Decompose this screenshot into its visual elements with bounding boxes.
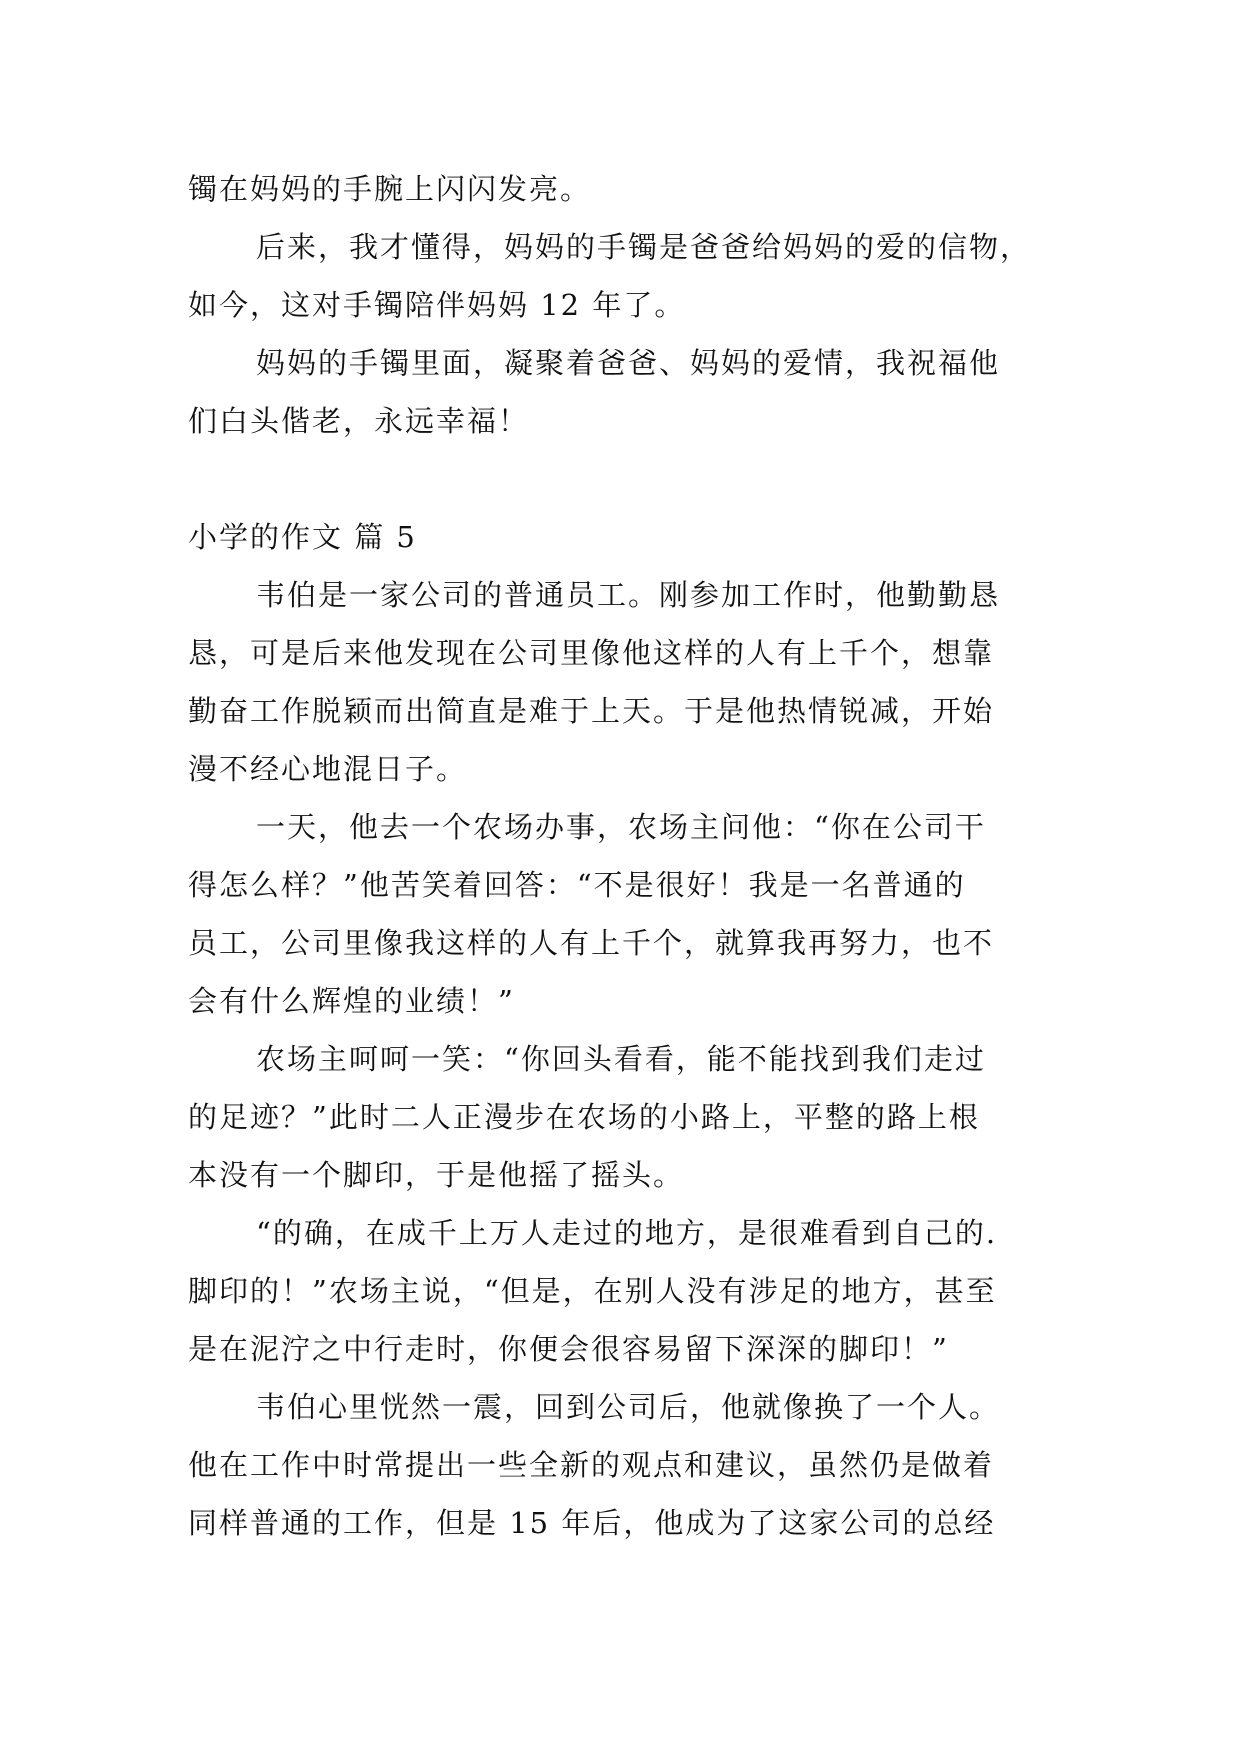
paragraph xyxy=(188,1378,1068,1552)
paragraph xyxy=(188,334,1068,450)
paragraph xyxy=(188,160,1068,218)
section-title: 小学的作文 篇 5 xyxy=(188,520,417,554)
text-line: 后来，我才懂得，妈妈的手镯是爸爸给妈妈的爱的信物， xyxy=(256,230,1032,264)
paragraph xyxy=(188,1030,1068,1204)
text-line: 同样普通的工作，但是 15 年后，他成为了这家公司的总经 xyxy=(188,1506,996,1540)
paragraph xyxy=(188,1204,1068,1378)
text-line: 会有什么辉煌的业绩！” xyxy=(188,984,515,1018)
text-line: 本没有一个脚印，于是他摇了摇头。 xyxy=(188,1158,685,1192)
text-line: 漫不经心地混日子。 xyxy=(188,752,468,786)
paragraph xyxy=(188,218,1068,334)
document-body xyxy=(188,160,1068,1552)
text-line: 镯在妈妈的手腕上闪闪发亮。 xyxy=(188,172,592,206)
text-line: 脚印的！”农场主说，“但是，在别人没有涉足的地方，甚至 xyxy=(188,1274,997,1308)
text-line: 勤奋工作脱颖而出简直是难于上天。于是他热情锐减，开始 xyxy=(188,694,995,728)
text-line: 韦伯是一家公司的普通员工。刚参加工作时，他勤勤恳 xyxy=(256,578,1001,612)
text-line: 韦伯心里恍然一震，回到公司后，他就像换了一个人。 xyxy=(256,1390,1001,1424)
text-line: 得怎么样？”他苦笑着回答：“不是很好！我是一名普通的 xyxy=(188,868,966,902)
text-line: 农场主呵呵一笑：“你回头看看，能不能找到我们走过 xyxy=(256,1042,986,1076)
text-line: 他在工作中时常提出一些全新的观点和建议，虽然仍是做着 xyxy=(188,1448,995,1482)
paragraph-spacer xyxy=(188,450,1068,508)
text-line: 一天，他去一个农场办事，农场主问他：“你在公司干 xyxy=(256,810,986,844)
text-line: 如今，这对手镯陪伴妈妈 12 年了。 xyxy=(188,288,686,322)
paragraph xyxy=(188,798,1068,1030)
text-line: 员工，公司里像我这样的人有上千个，就算我再努力，也不 xyxy=(188,926,995,960)
text-line: 妈妈的手镯里面，凝聚着爸爸、妈妈的爱情，我祝福他 xyxy=(256,346,1001,380)
text-line: 是在泥泞之中行走时，你便会很容易留下深深的脚印！” xyxy=(188,1332,949,1366)
text-line: 的足迹？”此时二人正漫步在农场的小路上，平整的路上根 xyxy=(188,1100,980,1134)
paragraph xyxy=(188,566,1068,798)
text-line: 恳，可是后来他发现在公司里像他这样的人有上千个，想靠 xyxy=(188,636,995,670)
text-line: 们白头偕老，永远幸福！ xyxy=(188,404,530,438)
text-line: “的确，在成千上万人走过的地方，是很难看到自己的. xyxy=(256,1216,998,1250)
